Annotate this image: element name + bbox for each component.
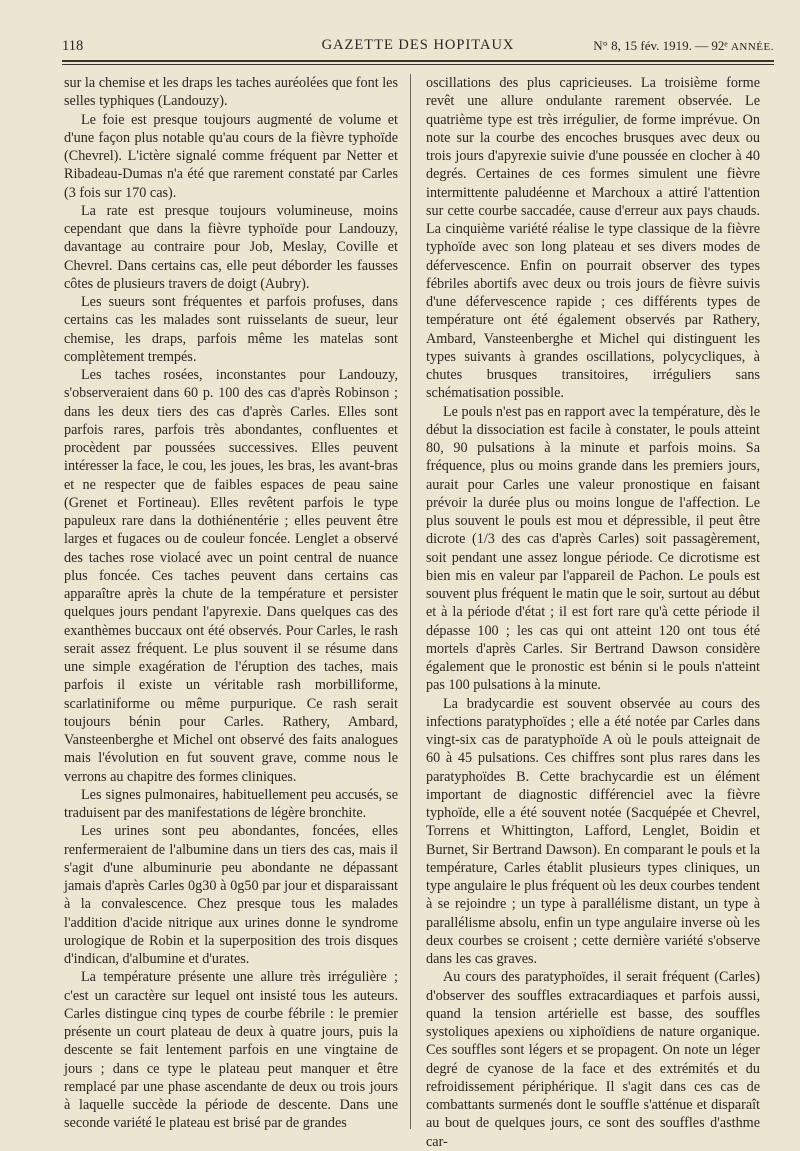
paragraph: La rate est presque toujours volumineuse, moins cependant que dans la fièvre typhoïde pour Landouzy, davantage au contraire pour Job, Meslay, Coville et Chevrel. Dans certains cas, elle peut déborder les fausses côtes de plusieurs travers de doigt (Aubry). [64,202,398,292]
paragraph: sur la chemise et les draps les taches auréolées que font les selles typhiques (Landouzy). [64,75,398,110]
paragraph: La bradycardie est souvent observée au cours des infections paratyphoïdes ; elle a été notée par Carles dans vingt-six cas de paratyphoïde A où le pouls atteignait de 60 à 45 pulsations. Ces chiffres sont plus rares dans les paratyphoïdes B. Cette brachycardie est un élément important de diagnostic différenciel avec la fièvre typhoïde, elle a été souvent notée (Sacquépée et Chevrel, Torrens et Whittington, Lafford, Lenglet, Boidin et Burnet, Sir Bertrand Dawson). En comparant le pouls et la température, Carles établit plusieurs types cliniques, un type angulaire le plus fréquent où les deux courbes tendent à se rejoindre ; un type à parallélisme distant, un type à parallélisme absolu, enfin un type angulaire inverse où les deux courbes se croisent ; cette dernière variété s'observe dans les cas graves. [426,695,760,967]
paragraph: Les urines sont peu abondantes, foncées, elles renfermeraient de l'albumine dans un tiers des cas, mais il s'agit d'une albuminurie peu abondante ne dépassant jamais d'après Carles 0g30 à 0g50 par jour et disparaissant à la convalescence. Chez presque tous les malades l'addition d'acide nitrique aux urines donne le syndrome urologique de Robin et la superposition des trois disques d'indican, d'albumine et d'urates. [64,823,398,967]
year-label: ANNÉE. [730,41,774,53]
page-header [62,36,774,60]
left-column [64,74,398,1132]
paragraph: oscillations des plus capricieuses. La troisième forme revêt une allure ondulante rarement observée. Le quatrième type est très irrégulier, de forme imprévue. On note sur la courbe des encoches brusques avec deux ou trois jours d'apyrexie suivie d'une poussée en clocher à 40 degrés. Certaines de ces formes simulent une fièvre intermittente paludéenne et Marchoux a attiré l'attention sur cette courbe saccadée, cause d'erreur aux pays chauds. La cinquième variété réalise le type classique de la fièvre typhoïde avec son long plateau et ses divers modes de défervescence. Enfin on pourrait observer des types fébriles abortifs avec deux ou trois jours de fièvre suivis d'une défervescence rapide ; ces différents types de température ont été également observés par Rathery, Ambard, Vansteenberghe et Michel qui distinguent les types suivants à grandes oscillations, polycycliques, à chutes brusques transitoires, irréguliers sans schématisation possible. [426,75,760,402]
paragraph: Les signes pulmonaires, habituellement peu accusés, se traduisent par des manifestations de légère bronchite. [64,786,398,821]
paragraph: Au cours des paratyphoïdes, il serait fréquent (Carles) d'observer des souffles extracardiaques et parfois aussi, quand la tension artérielle est basse, des souffles systoliques apexiens ou xiphoïdiens de nature organique. Ces souffles sont légers et se propagent. On note un léger degré de cyanose de la face et des extrémités et du refroidissement périphérique. Il s'agit dans ces cas de combattants surmenés dont le souffle s'atténue et disparaît au bout de quelques jours, ce sont des souffles d'asthme car- [426,969,760,1150]
journal-title: GAZETTE DES HOPITAUX [321,37,515,53]
paragraph: Le foie est presque toujours augmenté de volume et d'une façon plus notable qu'au cours de la fièvre typhoïde (Chevrel). L'ictère signalé comme fréquent par Netter et Ribadeau-Dumas n'a été que rarement constaté par Carles (3 fois sur 170 cas). [64,111,398,201]
column-divider [410,74,411,1129]
page-number: 118 [62,38,84,54]
header-rule-thin [62,64,774,65]
paragraph: Le pouls n'est pas en rapport avec la température, dès le début la dissociation est facile à constater, le pouls atteint 80, 90 pulsations à la minute et parfois moins. Sa fréquence, plus ou moins grande dans les premiers jours, aurait pour Carles une valeur pronostique en faisant prévoir la durée plus ou moins longue de l'affection. Le plus souvent le pouls est mou et dépressible, il peut être dicrote (1/3 des cas d'après Carles) soit passagèrement, soit pendant une assez longue période. Ce dicrotisme est bien mis en valeur par l'appareil de Pachon. Le pouls est souvent plus fréquent le matin que le soir, surtout au début et à la période d'état ; il est fort rare qu'à cette période il dépasse 100 ; les cas qui ont atteint 120 ont tous été mortels d'après Carles. Sir Bertrand Dawson considère également que le pronostic est bénin si le pouls n'atteint pas 100 pulsations à la minute. [426,403,760,694]
issue-date: N° 8, 15 fév. 1919. — 92ᵉ [593,38,728,53]
right-column [426,74,760,1150]
paragraph: Les taches rosées, inconstantes pour Landouzy, s'observeraient dans 60 p. 100 des cas d'après Robinson ; dans les deux tiers des cas d'après Carles. Elles sont parfois rares, parfois très abondantes, confluentes et procèdent par poussées successives. Elles peuvent intéresser la face, le cou, les joues, les bras, les avant-bras et ne respecter que de faibles espaces de peau saine (Grenet et Fortineau). Elles revêtent parfois le type papuleux rare dans la dothiénentérie ; elles peuvent être larges et fugaces ou de couleur foncée. Lenglet a observé des taches rose violacé avec un point central de nuance plus foncée. Ces taches peuvent dans certains cas apparaître après la chute de la température et persister quelques jours pendant l'apyrexie. Dans quelques cas des exanthèmes buccaux ont été observés. Pour Carles, le rash serait assez fréquent. Le plus souvent il se résume dans une simple exagération de l'éruption des taches, mais parfois il existe un véritable rash morbilliforme, scarlatiniforme ou même purpurique. Ce rash serait toujours bénin pour Carles. Rathery, Ambard, Vansteenberghe et Michel ont observé des faits analogues mais l'évolution en fut souvent grave, comme nous le verrons au chapitre des formes cliniques. [64,367,398,785]
paragraph: La température présente une allure très irrégulière ; c'est un caractère sur lequel ont insisté tous les auteurs. Carles distingue cinq types de courbe fébrile : le premier présente un court plateau de deux à quatre jours, puis la descente se fait lentement parfois en une vingtaine de jours ; dans ce type le plateau peut manquer et être remplacé par une phase ascendante de deux ou trois jours à laquelle succède la période de descente. Dans une seconde variété le plateau est brisé par de grandes [64,969,398,1132]
header-rule-thick [62,60,774,62]
paragraph: Les sueurs sont fréquentes et parfois profuses, dans certains cas les malades sont ruisselants de sueur, leur chemise, les draps, parfois même les matelas sont complètement trempés. [64,294,398,365]
issue-info [593,38,774,54]
